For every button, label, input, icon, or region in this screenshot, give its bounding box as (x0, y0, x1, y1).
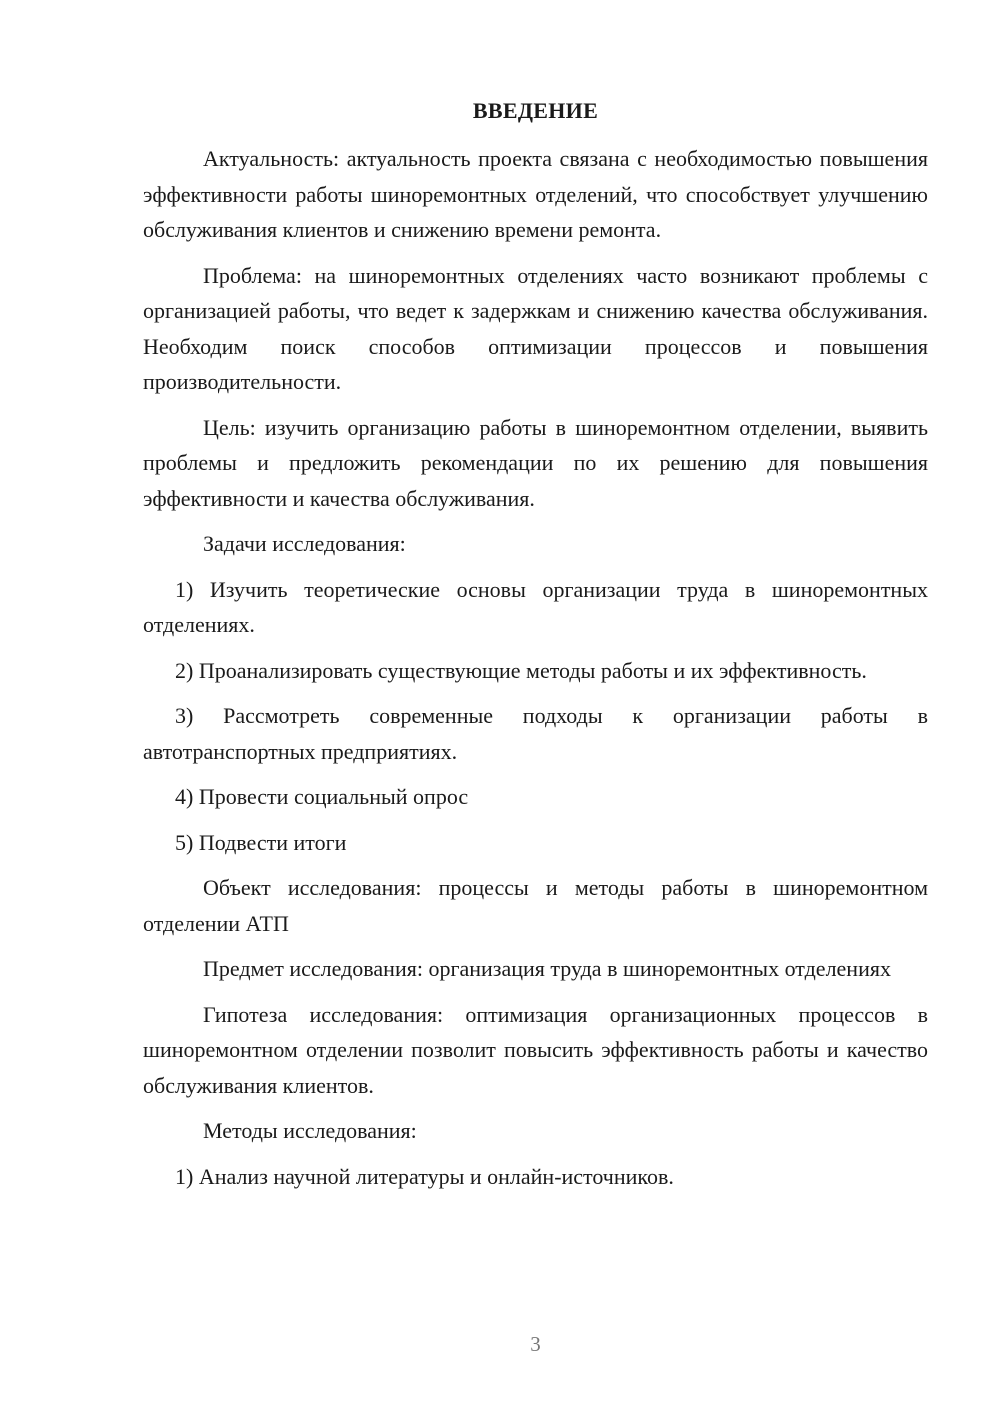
section-title: ВВЕДЕНИЕ (472, 98, 599, 123)
paragraph-subject: Предмет исследования: организация труда в шиноремонтных отделениях (203, 956, 891, 981)
page-number: 3 (530, 1332, 541, 1356)
paragraph-hypothesis: Гипотеза исследования: оптимизация организационных процессов в шиноремонтном отделении позволит повысить эффективность работы и качество обслуживания клиентов. (143, 1001, 928, 1098)
task-item-4: 4) Провести социальный опрос (175, 784, 469, 809)
paragraph-problem: Проблема: на шиноремонтных отделениях часто возникают проблемы с организацией работы, что ведет к задержкам и снижению качества обслуживания. Необходим поиск способов оптимизации процессов и повышения производительности. (143, 262, 928, 394)
method-item-1: 1) Анализ научной литературы и онлайн-источников. (175, 1163, 674, 1189)
task-item-1: 1) Изучить теоретические основы организации труда в шиноремонтных отделениях. (143, 576, 928, 637)
document-body (143, 141, 928, 1204)
paragraph-methods-heading: Методы исследования: (203, 1118, 417, 1143)
task-item-2: 2) Проанализировать существующие методы работы и их эффективность. (175, 657, 867, 683)
paragraph-relevance: Актуальность: актуальность проекта связана с необходимостью повышения эффективности работы шиноремонтных отделений, что способствует улучшению обслуживания клиентов и снижению времени ремонта. (143, 146, 928, 242)
task-item-5: 5) Подвести итоги (175, 829, 347, 855)
task-item-3: 3) Рассмотреть современные подходы к организации работы в автотранспортных предприятиях. (143, 703, 928, 764)
paragraph-goal: Цель: изучить организацию работы в шиноремонтном отделении, выявить проблемы и предложить рекомендации по их решению для повышения эффективности и качества обслуживания. (143, 414, 928, 511)
paragraph-tasks-heading: Задачи исследования: (203, 531, 406, 556)
document-page (143, 0, 928, 1414)
paragraph-object: Объект исследования: процессы и методы работы в шиноремонтном отделении АТП (143, 875, 928, 936)
